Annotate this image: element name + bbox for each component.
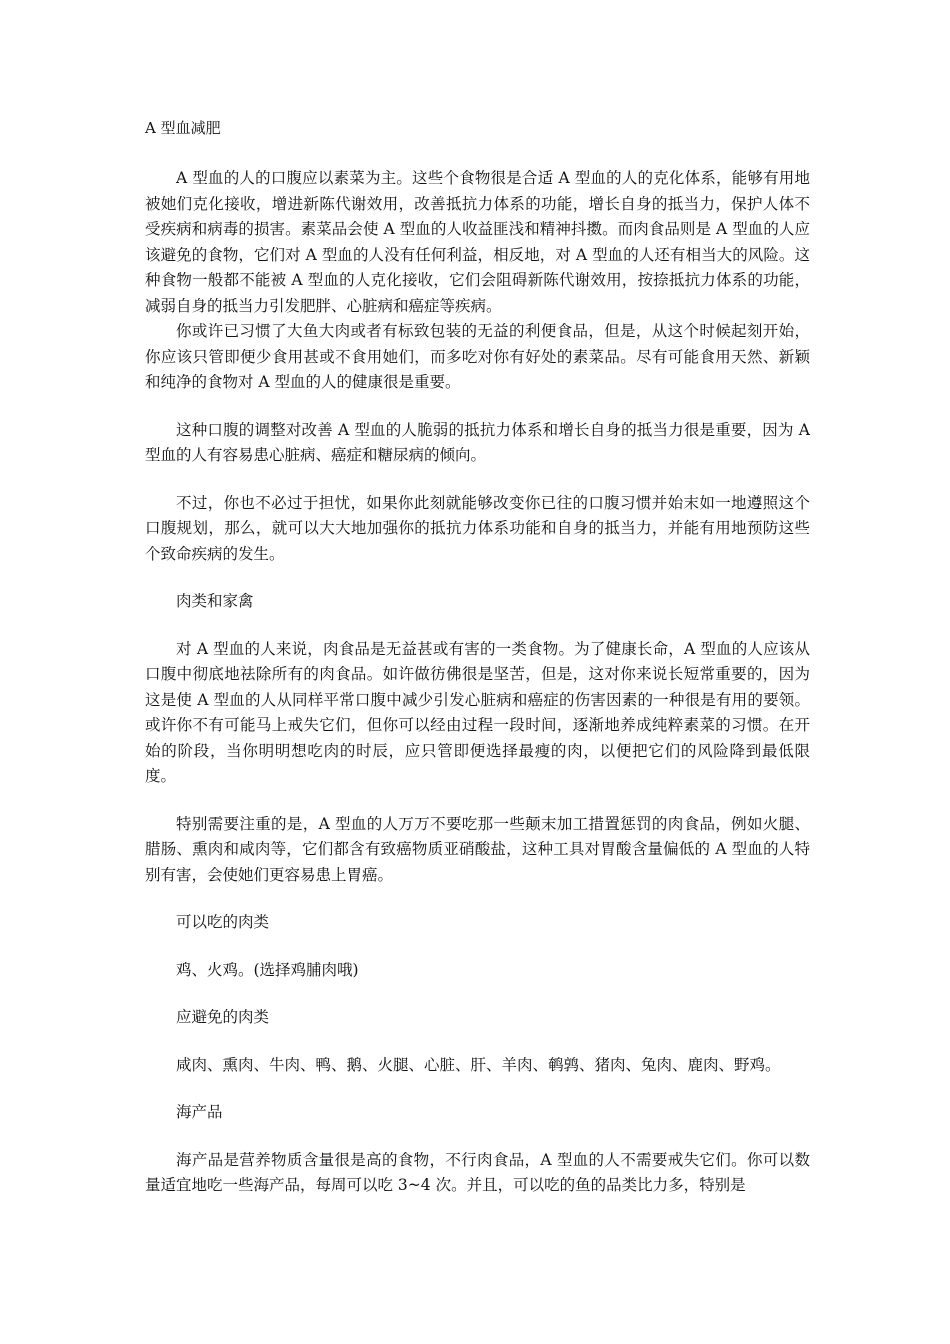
avoid-list: 咸肉、熏肉、牛肉、鸭、鹅、火腿、心脏、肝、羊肉、鹌鹑、猪肉、兔肉、鹿肉、野鸡。	[176, 1055, 781, 1074]
paragraph-intro: A 型血的人的口腹应以素菜为主。这些个食物很是合适 A 型血的人的克化体系，能够有用地被她们克化接收，增进新陈代谢效用，改善抵抗力体系的功能，增长自身的抵当力，保护人体不受疾病和病毒的损害。素菜品会使 A 型血的人收益匪浅和精神抖擞。而肉食品则是 A 型血的人应该避免的食物，它们对 A 型血的人没有任何利益，相反地，对 A 型血的人还有相当大的风险。这种食物一般都不能被 A 型血的人克化接收，它们会阻碍新陈代谢效用，按捺抵抗力体系的功能，减弱自身的抵当力引发肥胖、心脏病和癌症等疾病。	[145, 169, 810, 315]
paragraph-meat-harm: 对 A 型血的人来说，肉食品是无益甚或有害的一类食物。为了健康长命，A 型血的人应该从口腹中彻底地祛除所有的肉食品。如许做彷佛很是坚苦，但是，这对你来说长短常重要的，因为这是使 A 型血的人从同样平常口腹中减少引发心脏病和癌症的伤害因素的一种很是有用的要领。或许你不有可能马上戒失它们，但你可以经由过程一段时间，逐渐地养成纯粹素菜的习惯。在开始的阶段，当你明明想吃肉的时辰，应只管即便选择最瘦的肉，以便把它们的风险降到最低限度。	[145, 639, 810, 785]
paragraph-processed-meat: 特别需要注重的是，A 型血的人万万不要吃那一些颠末加工措置惩罚的肉食品，例如火腿、腊肠、熏肉和咸肉等，它们都含有致癌物质亚硝酸盐，这种工具对胃酸含量偏低的 A 型血的人特别有害，会使她们更容易患上胃癌。	[145, 814, 810, 884]
paragraph-habits: 你或许已习惯了大鱼大肉或者有标致包装的无益的利便食品，但是，从这个时候起刻开始，你应该只管即便少食用甚或不食用她们，而多吃对你有好处的素菜品。尽有可能食用天然、新颖和纯净的食物对 A 型血的人的健康很是重要。	[145, 322, 810, 391]
paragraph-reassurance: 不过，你也不必过于担忧，如果你此刻就能够改变你已往的口腹习惯并始末如一地遵照这个口腹规划，那么，就可以大大地加强你的抵抗力体系功能和自身的抵当力，并能有用地预防这些个致命疾病的发生。	[145, 493, 810, 563]
can-eat-list: 鸡、火鸡。(选择鸡脯肉哦)	[176, 960, 359, 979]
section-heading-can-eat: 可以吃的肉类	[176, 913, 270, 931]
document-page	[145, 110, 810, 1221]
paragraph-adjustment: 这种口腹的调整对改善 A 型血的人脆弱的抵抗力体系和增长自身的抵当力很是重要，因为 A 型血的人有容易患心脏病、癌症和糖尿病的倾向。	[145, 420, 810, 464]
paragraph-seafood: 海产品是营养物质含量很是高的食物，不行肉食品，A 型血的人不需要戒失它们。你可以数量适宜地吃一些海产品，每周可以吃 3~4 次。并且，可以吃的鱼的品类比力多，特别是	[145, 1150, 810, 1194]
section-heading-meat: 肉类和家禽	[176, 592, 254, 610]
document-title: A 型血减肥	[145, 119, 221, 137]
section-heading-avoid: 应避免的肉类	[176, 1008, 270, 1026]
section-heading-seafood: 海产品	[176, 1103, 223, 1121]
